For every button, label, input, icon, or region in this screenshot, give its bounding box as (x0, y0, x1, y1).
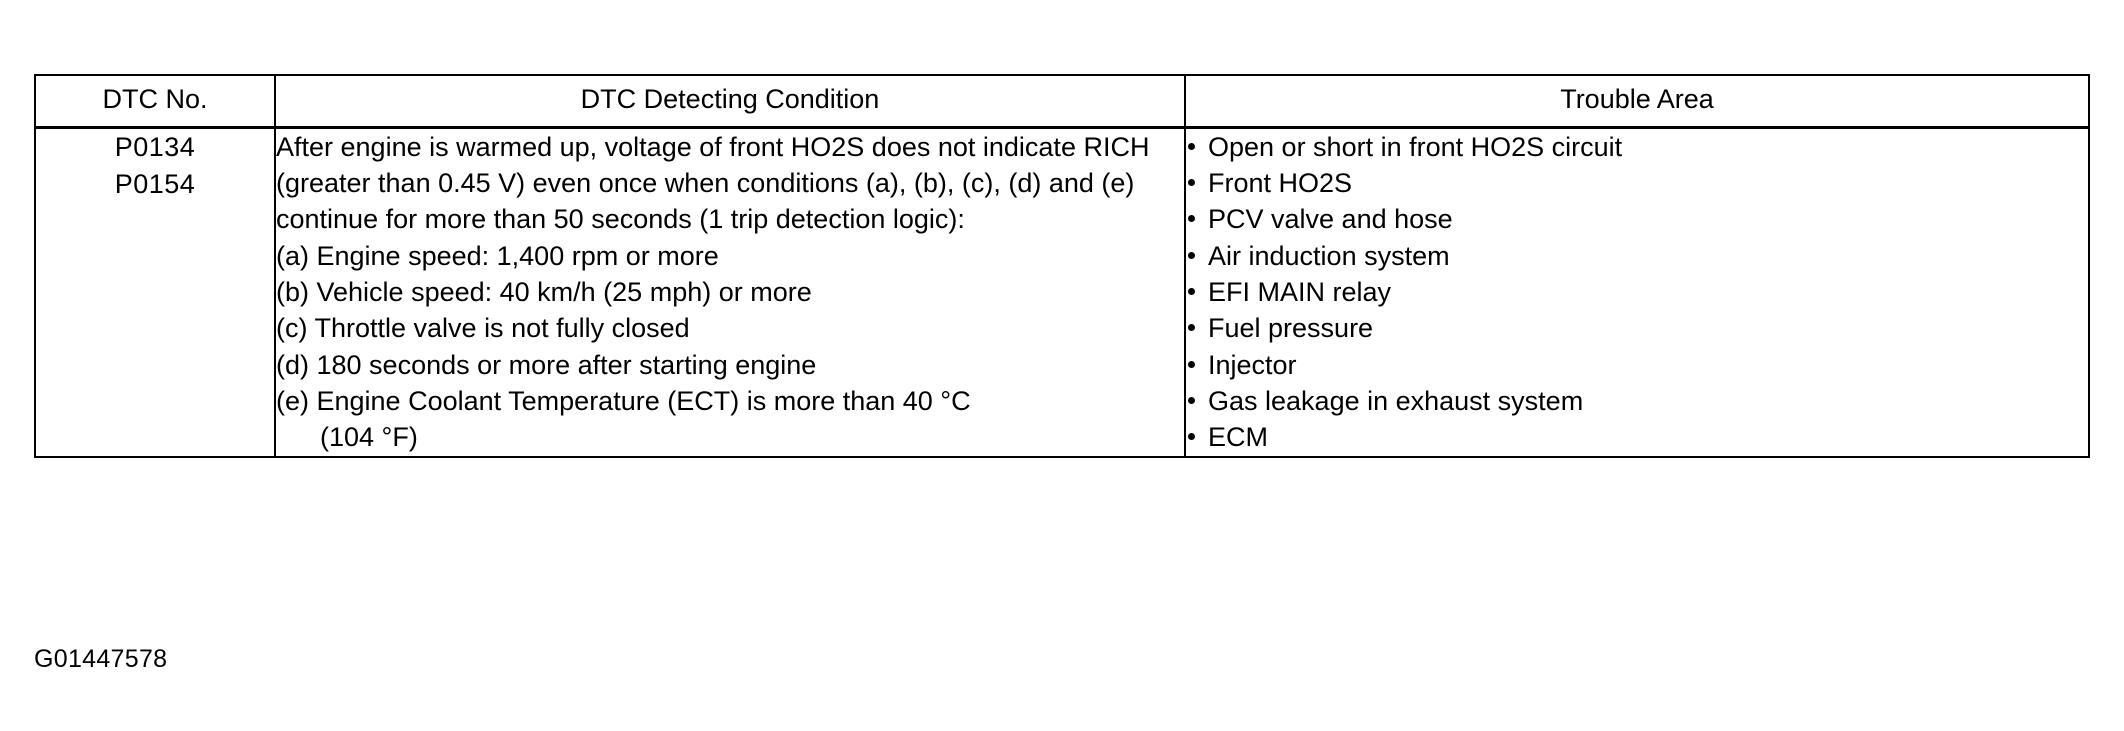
condition-paragraph: After engine is warmed up, voltage of front HO2S does not indicate RICH (greater than 0.45 V) even once when conditions (a), (b), (c), (d) and (e) continue for more than 50 seconds (1 trip detection logic): (276, 131, 1150, 235)
dtc-code: P0134 (114, 131, 196, 162)
dtc-code: P0154 (114, 168, 196, 199)
list-item: Air induction system (1186, 238, 2088, 274)
list-item: Open or short in front HO2S circuit (1186, 129, 2088, 165)
column-header-dtc-no: DTC No. (35, 75, 275, 127)
list-item: EFI MAIN relay (1186, 274, 2088, 310)
list-item: Fuel pressure (1186, 310, 2088, 346)
table-header (35, 75, 2089, 127)
list-item: Injector (1186, 347, 2088, 383)
table-header-row (35, 75, 2089, 127)
condition-item-d: (d) 180 seconds or more after starting engine (276, 349, 817, 380)
list-item: Front HO2S (1186, 165, 2088, 201)
figure-id: G01447578 (34, 645, 168, 673)
condition-item-b: (b) Vehicle speed: 40 km/h (25 mph) or more (276, 276, 812, 307)
table-body (35, 127, 2089, 456)
table-row (35, 127, 2089, 456)
trouble-area-list (1186, 129, 2088, 456)
cell-dtc-numbers (35, 127, 275, 456)
list-item: ECM (1186, 419, 2088, 455)
dtc-table (34, 74, 2090, 458)
column-header-trouble-area: Trouble Area (1185, 75, 2089, 127)
list-item: PCV valve and hose (1186, 201, 2088, 237)
condition-item-a: (a) Engine speed: 1,400 rpm or more (276, 240, 719, 271)
condition-item-c: (c) Throttle valve is not fully closed (276, 313, 690, 344)
list-item: Gas leakage in exhaust system (1186, 383, 2088, 419)
column-header-detecting-condition: DTC Detecting Condition (275, 75, 1185, 127)
condition-item-e-continuation: (104 °F) (320, 422, 418, 453)
cell-trouble-area (1185, 127, 2089, 456)
condition-item-e: (e) Engine Coolant Temperature (ECT) is more than 40 °C (276, 385, 971, 416)
cell-detecting-condition (275, 127, 1185, 456)
